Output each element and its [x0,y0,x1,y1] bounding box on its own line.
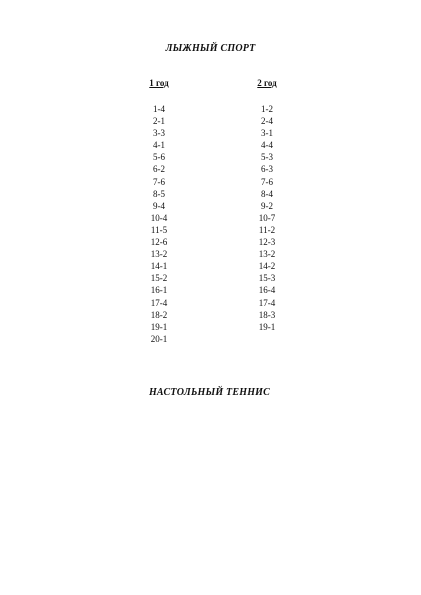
entry-list [129,103,189,345]
list-item: 10-7 [258,212,276,223]
list-item: 7-6 [153,176,165,187]
list-item: 13-2 [258,249,276,260]
entry-list [237,103,297,333]
list-item: 11-5 [150,224,168,235]
section-title-ski: ЛЫЖНЫЙ СПОРТ [165,43,256,54]
list-item: 3-3 [153,128,165,139]
list-item: 2-4 [261,116,273,127]
list-item: 5-6 [153,152,165,163]
year-column [129,77,189,345]
list-item: 4-1 [153,140,165,151]
list-item: 6-2 [153,164,165,175]
list-item: 16-4 [258,285,276,296]
list-item: 9-2 [261,200,273,211]
list-item: 1-2 [261,104,273,114]
list-item: 11-2 [258,224,276,235]
list-item: 15-3 [258,273,276,284]
list-item: 9-4 [153,200,165,211]
column-header: 1 год [149,78,169,88]
list-item: 8-4 [261,188,273,199]
list-item: 2-1 [153,116,165,127]
list-item: 18-2 [150,309,168,320]
list-item: 18-3 [258,309,276,320]
list-item: 12-3 [258,237,276,248]
list-item: 15-2 [150,273,168,284]
list-item: 8-5 [153,188,165,199]
list-item: 3-1 [261,128,273,139]
column-header: 2 год [257,78,277,88]
section-title-tennis: НАСТОЛЬНЫЙ ТЕННИС [148,387,271,398]
list-item: 6-3 [261,164,273,175]
list-item: 1-4 [153,104,165,114]
list-item: 10-4 [150,212,168,223]
list-item: 12-6 [150,237,168,248]
list-item: 20-1 [150,333,168,344]
list-item: 14-1 [150,261,168,272]
year-column [237,77,297,333]
list-item: 16-1 [150,285,168,296]
list-item: 19-1 [150,321,168,332]
list-item: 17-4 [258,297,276,308]
list-item: 5-3 [261,152,273,163]
list-item: 17-4 [150,297,168,308]
list-item: 19-1 [258,321,276,332]
list-item: 7-6 [261,176,273,187]
list-item: 4-4 [261,140,273,151]
list-item: 13-2 [150,249,168,260]
list-item: 14-2 [258,261,276,272]
